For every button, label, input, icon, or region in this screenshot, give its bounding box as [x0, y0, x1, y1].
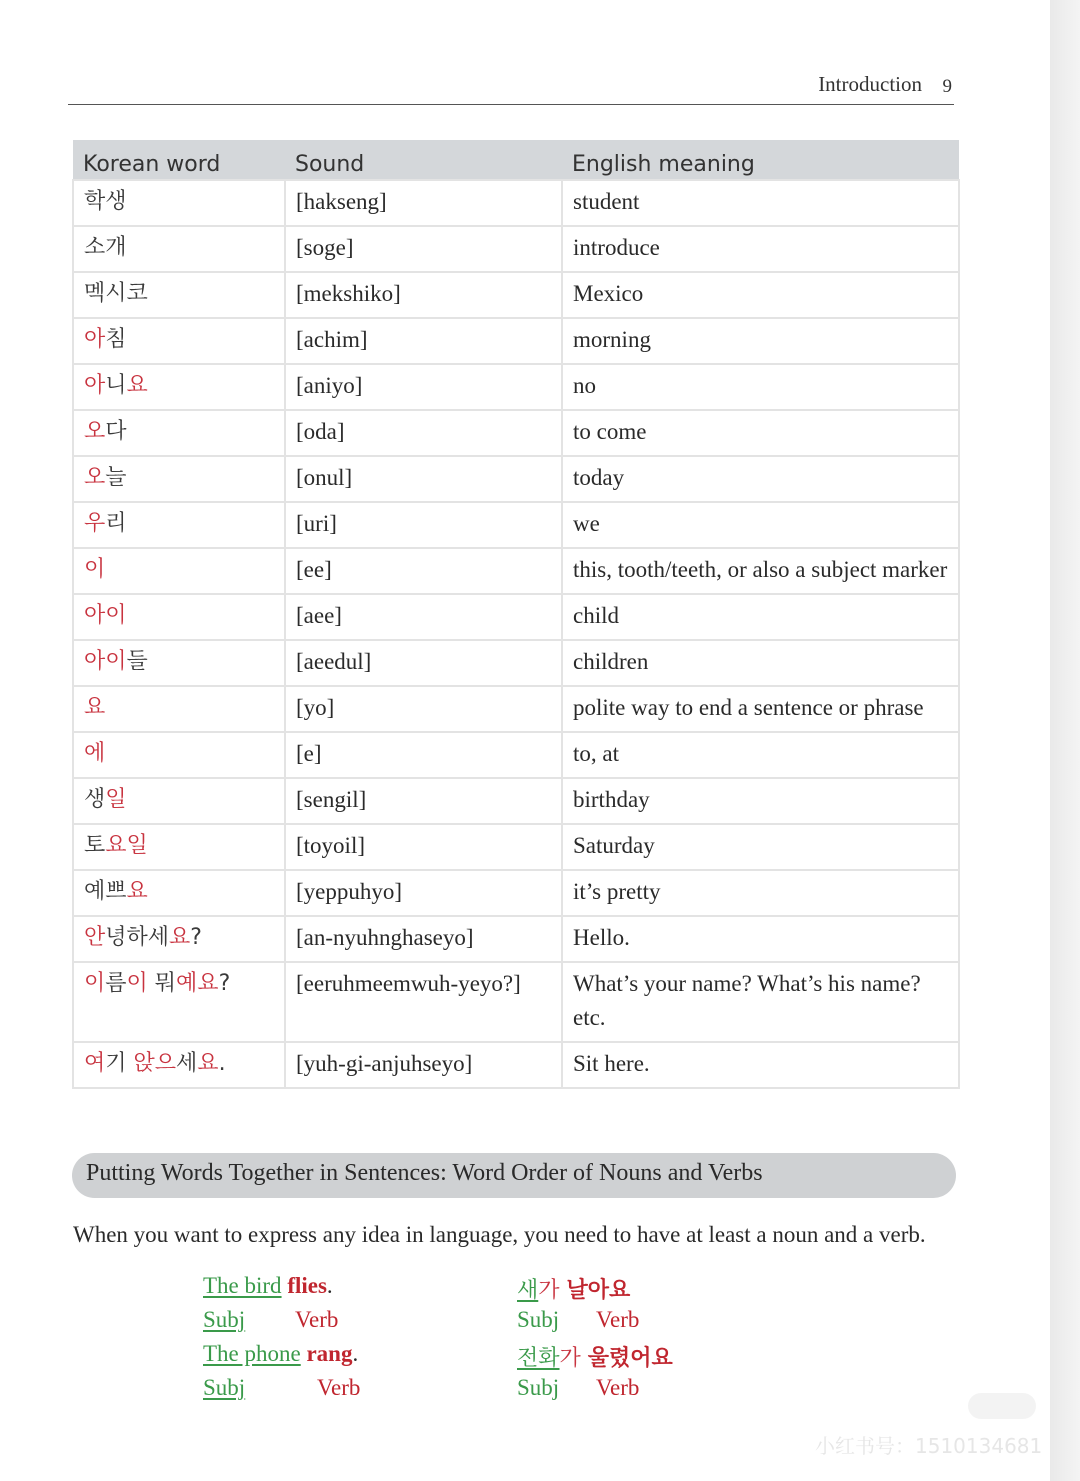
example-subject: 전화	[517, 1346, 560, 1371]
example-verb: 울렸어요	[587, 1346, 673, 1371]
sound-cell: [aniyo]	[285, 364, 562, 410]
example-subject: 새	[517, 1278, 539, 1303]
verb-label: Verb	[317, 1375, 361, 1400]
table-row	[73, 180, 959, 226]
table-header-row	[73, 140, 959, 180]
korean-word-part: 녕하세	[105, 925, 170, 950]
korean-word-part: 앉으	[133, 1051, 177, 1076]
korean-word-part: 멕시코	[84, 281, 148, 306]
korean-word-part: 오	[84, 419, 106, 444]
korean-word-cell	[73, 502, 285, 548]
vocabulary-table	[72, 140, 960, 1089]
sound-cell: [ee]	[285, 548, 562, 594]
example-particle: 가	[538, 1278, 560, 1303]
korean-word-cell	[73, 410, 285, 456]
korean-word-cell	[73, 364, 285, 410]
korean-word-part: 름	[105, 971, 127, 996]
korean-word-part: 요	[169, 925, 191, 950]
column-header-korean: Korean word	[73, 140, 285, 180]
table-row	[73, 916, 959, 962]
korean-word-cell	[73, 456, 285, 502]
korean-word-part: 뭐	[147, 971, 177, 996]
page-number: 9	[942, 76, 952, 97]
korean-word-cell	[73, 916, 285, 962]
section-heading-bar	[72, 1153, 956, 1198]
watermark-logo	[968, 1393, 1036, 1419]
sound-cell: [e]	[285, 732, 562, 778]
korean-word-part: 이	[84, 557, 106, 582]
page-edge	[1050, 0, 1080, 1481]
korean-word-cell	[73, 640, 285, 686]
korean-word-cell	[73, 318, 285, 364]
korean-word-part: 여	[84, 1051, 106, 1076]
meaning-cell: to, at	[562, 732, 959, 778]
sound-cell: [onul]	[285, 456, 562, 502]
korean-word-part: 다	[105, 419, 127, 444]
korean-word-part: 이	[126, 971, 148, 996]
korean-word-part: 예쁘	[84, 879, 127, 904]
meaning-cell: children	[562, 640, 959, 686]
korean-word-cell	[73, 272, 285, 318]
korean-word-part: 예요	[176, 971, 219, 996]
korean-word-part: 아이	[84, 649, 127, 674]
korean-word-part: ?	[218, 971, 231, 996]
korean-word-cell	[73, 824, 285, 870]
subj-label: Subj	[517, 1307, 560, 1332]
meaning-cell: it’s pretty	[562, 870, 959, 916]
korean-word-cell	[73, 594, 285, 640]
sound-cell: [achim]	[285, 318, 562, 364]
korean-word-cell	[73, 548, 285, 594]
korean-word-part: 니	[105, 373, 127, 398]
meaning-cell: What’s your name? What’s his name? etc.	[562, 962, 959, 1042]
meaning-cell: birthday	[562, 778, 959, 824]
meaning-cell: no	[562, 364, 959, 410]
table-row	[73, 594, 959, 640]
meaning-cell: polite way to end a sentence or phrase	[562, 686, 959, 732]
korean-word-part: 요일	[105, 833, 148, 858]
subj-label: Subj	[517, 1375, 560, 1400]
example-particle: 가	[559, 1346, 581, 1371]
korean-word-part: 아	[84, 327, 106, 352]
running-header	[68, 72, 954, 105]
table-row	[73, 732, 959, 778]
meaning-cell: child	[562, 594, 959, 640]
korean-word-part: 소개	[84, 235, 127, 260]
korean-word-part: 기	[105, 1051, 134, 1076]
meaning-cell: Saturday	[562, 824, 959, 870]
sound-cell: [yuh-gi-anjuhseyo]	[285, 1042, 562, 1088]
subj-label: Subj	[203, 1307, 246, 1332]
korean-word-part: 들	[126, 649, 148, 674]
meaning-cell: introduce	[562, 226, 959, 272]
table-row	[73, 640, 959, 686]
korean-word-part: 생	[84, 787, 106, 812]
sound-cell: [yo]	[285, 686, 562, 732]
table-row	[73, 318, 959, 364]
example-sentence-korean-phone	[517, 1341, 673, 1372]
korean-word-part: 안	[84, 925, 106, 950]
korean-word-part: 요	[197, 1051, 219, 1076]
column-header-sound: Sound	[285, 140, 562, 180]
example-verb: rang	[306, 1341, 353, 1366]
table-row	[73, 226, 959, 272]
korean-word-part: 에	[84, 741, 106, 766]
verb-label: Verb	[295, 1307, 339, 1332]
verb-label: Verb	[596, 1375, 640, 1400]
korean-word-part: .	[218, 1051, 226, 1076]
korean-word-cell	[73, 962, 285, 1042]
meaning-cell: today	[562, 456, 959, 502]
chapter-title: Introduction	[818, 72, 922, 96]
verb-label: Verb	[596, 1307, 640, 1332]
korean-word-part: 일	[105, 787, 127, 812]
korean-word-part: 늘	[105, 465, 127, 490]
table-body	[73, 180, 959, 1088]
watermark: 小红书号：1510134681	[815, 1434, 1043, 1458]
sound-cell: [hakseng]	[285, 180, 562, 226]
sound-cell: [sengil]	[285, 778, 562, 824]
sound-cell: [uri]	[285, 502, 562, 548]
korean-word-part: ?	[190, 925, 202, 950]
korean-word-part: 학생	[84, 189, 127, 214]
sound-cell: [mekshiko]	[285, 272, 562, 318]
example-verb: 날아요	[566, 1278, 631, 1303]
korean-word-cell	[73, 1042, 285, 1088]
meaning-cell: Sit here.	[562, 1042, 959, 1088]
table-row	[73, 870, 959, 916]
korean-word-part: 세	[176, 1051, 198, 1076]
korean-word-cell	[73, 686, 285, 732]
table-row	[73, 778, 959, 824]
table-row	[73, 824, 959, 870]
table-row	[73, 364, 959, 410]
korean-word-part: 리	[105, 511, 127, 536]
sound-cell: [toyoil]	[285, 824, 562, 870]
table-row	[73, 686, 959, 732]
meaning-cell: morning	[562, 318, 959, 364]
meaning-cell: Mexico	[562, 272, 959, 318]
korean-word-part: 토	[84, 833, 106, 858]
sound-cell: [aeedul]	[285, 640, 562, 686]
section-heading: Putting Words Together in Sentences: Word Order of Nouns and Verbs	[86, 1160, 763, 1186]
table-row	[73, 456, 959, 502]
table-row	[73, 502, 959, 548]
subj-label: Subj	[203, 1375, 246, 1400]
korean-word-part: 우	[84, 511, 106, 536]
korean-word-part: 요	[84, 695, 106, 720]
example-punct: .	[326, 1273, 333, 1298]
sound-cell: [aee]	[285, 594, 562, 640]
korean-word-part: 요	[126, 373, 148, 398]
example-sentence-phone	[203, 1341, 358, 1367]
korean-word-part: 오	[84, 465, 106, 490]
korean-word-part: 요	[126, 879, 148, 904]
sound-cell: [yeppuhyo]	[285, 870, 562, 916]
table-row	[73, 410, 959, 456]
example-verb: flies	[287, 1273, 327, 1298]
korean-word-part: 아이	[84, 603, 127, 628]
korean-word-cell	[73, 226, 285, 272]
korean-word-cell	[73, 778, 285, 824]
example-sentence-korean-bird	[517, 1273, 630, 1304]
korean-word-cell	[73, 870, 285, 916]
example-subject: The bird	[203, 1273, 282, 1298]
intro-paragraph: When you want to express any idea in language, you need to have at least a noun and a verb.	[73, 1222, 926, 1247]
korean-word-part: 침	[105, 327, 127, 352]
meaning-cell: to come	[562, 410, 959, 456]
korean-word-part: 이	[84, 971, 106, 996]
sound-cell: [soge]	[285, 226, 562, 272]
korean-word-part: 아	[84, 373, 106, 398]
table-row	[73, 548, 959, 594]
sound-cell: [oda]	[285, 410, 562, 456]
korean-word-cell	[73, 180, 285, 226]
meaning-cell: student	[562, 180, 959, 226]
example-punct: .	[352, 1341, 359, 1366]
sound-cell: [an-nyuhnghaseyo]	[285, 916, 562, 962]
korean-word-cell	[73, 732, 285, 778]
meaning-cell: Hello.	[562, 916, 959, 962]
table-row	[73, 272, 959, 318]
table-row	[73, 1042, 959, 1088]
table-row	[73, 962, 959, 1042]
sound-cell: [eeruhmeemwuh-yeyo?]	[285, 962, 562, 1042]
meaning-cell: this, tooth/teeth, or also a subject marker	[562, 548, 959, 594]
example-sentence-bird	[203, 1273, 333, 1299]
meaning-cell: we	[562, 502, 959, 548]
example-subject: The phone	[203, 1341, 301, 1366]
column-header-meaning: English meaning	[562, 140, 959, 180]
